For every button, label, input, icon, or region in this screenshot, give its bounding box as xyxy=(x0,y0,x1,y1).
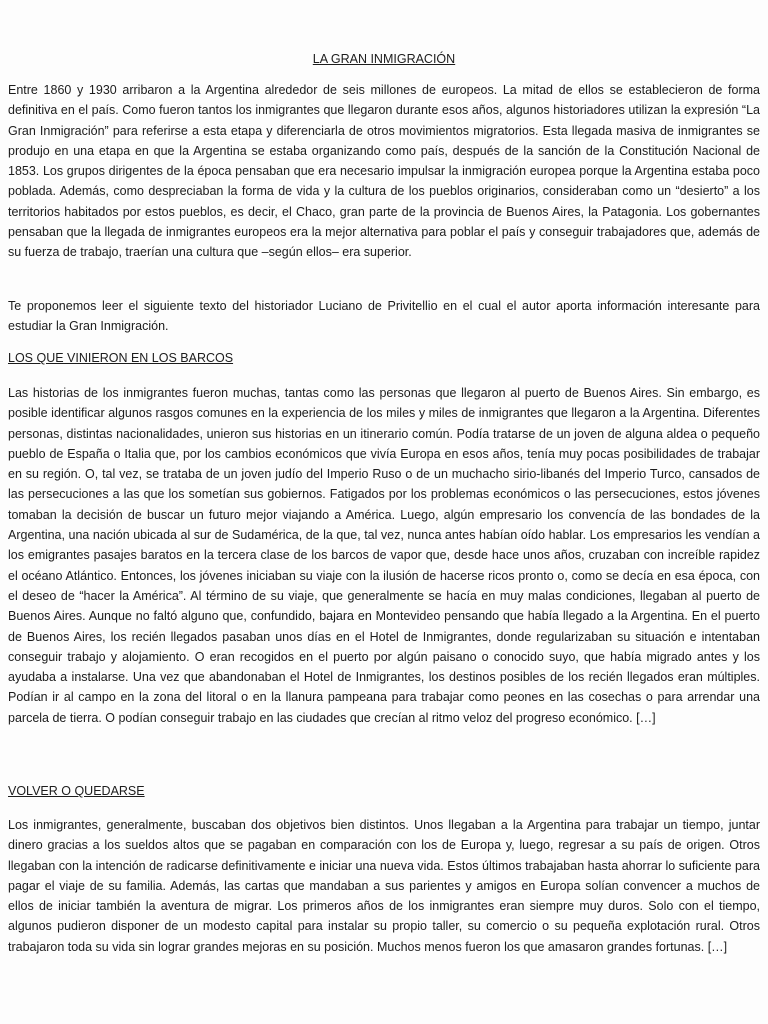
intro-reading-note: Te proponemos leer el siguiente texto del historiador Luciano de Privitellio en el cual el autor aporta información interesante para estudiar la Gran Inmigración. xyxy=(8,299,760,334)
section-paragraph-barcos: Las historias de los inmigrantes fueron muchas, tantas como las personas que llegaron al puerto de Buenos Aires. Sin embargo, es posible identificar algunos rasgos comunes en la experiencia de los miles y miles de inmigrantes que llegaron a la Argentina. Diferentes personas, distintas nacionalidades, unieron sus historias en un itinerario común. Podía tratarse de un joven de alguna aldea o pequeño pueblo de España o Italia que, por los cambios económicos que vivía Europa en esos años, tenía muy pocas posibilidades de trabajar en su región. O, tal vez, se trataba de un joven judío del Imperio Ruso o de un muchacho sirio-libanés del Imperio Turco, cansados de las persecuciones a las que los sometían sus gobiernos. Fatigados por los problemas económicos o las persecuciones, estos jóvenes tomaban la decisión de buscar un futuro mejor viajando a América. Luego, algún empresario los convencía de las bondades de la Argentina, una nación ubicada al sur de Sudamérica, de la que, tal vez, nunca antes habían oído hablar. Los empresarios les vendían a los emigrantes pasajes baratos en la tercera clase de los barcos de vapor que, desde hace unos años, cruzaban con increíble rapidez el océano Atlántico. Entonces, los jóvenes iniciaban su viaje con la ilusión de hacerse ricos pronto o, como se decía en esa época, con el deseo de “hacer la América”. Al término de su viaje, que generalmente se hacía en muy malas condiciones, llegaban al puerto de Buenos Aires. Aunque no faltó alguno que, confundido, bajara en Montevideo pensando que había llegado a la Argentina. En el puerto de Buenos Aires, los recién llegados pasaban unos días en el Hotel de Inmigrantes, donde regularizaban su situación e intentaban conseguir trabajo y alojamiento. O eran recogidos en el puerto por algún paisano o conocido suyo, que había migrado antes y los ayudaba a instalarse. Una vez que abandonaban el Hotel de Inmigrantes, los destinos posibles de los recién llegados eran múltiples. Podían ir al campo en la zona del litoral o en la llanura pampeana para trabajar como peones en las cosechas o para arrendar una parcela de tierra. O podían conseguir trabajo en las ciudades que crecían al ritmo veloz del progreso económico. […] xyxy=(8,386,760,725)
section-heading-barcos: LOS QUE VINIERON EN LOS BARCOS xyxy=(8,351,234,365)
page-title: LA GRAN INMIGRACIÓN xyxy=(312,52,456,66)
section-paragraph-volver: Los inmigrantes, generalmente, buscaban dos objetivos bien distintos. Unos llegaban a la Argentina para trabajar un tiempo, juntar dinero gracias a los sueldos altos que se pagaban en comparación con los de Europa y, luego, regresar a su país de origen. Otros llegaban con la intención de radicarse definitivamente e iniciar una nueva vida. Estos últimos trabajaban hasta ahorrar lo suficiente para pagar el viaje de su familia. Además, las cartas que mandaban a sus parientes y amigos en Europa solían convencer a muchos de ellos de iniciar también la aventura de migrar. Los primeros años de los inmigrantes eran siempre muy duros. Solo con el tiempo, algunos pudieron disponer de un modesto capital para instalar su propio taller, su comercio o su pequeña explotación rural. Otros trabajaron toda su vida sin lograr grandes mejoras en su posición. Muchos menos fueron los que amasaron grandes fortunas. […] xyxy=(8,818,760,954)
intro-paragraph: Entre 1860 y 1930 arribaron a la Argentina alrededor de seis millones de europeos. La mitad de ellos se establecieron de forma definitiva en el país. Como fueron tantos los inmigrantes que llegaron durante esos años, algunos historiadores utilizan la expresión “La Gran Inmigración” para referirse a esta etapa y diferenciarla de otros movimientos migratorios. Esta llegada masiva de inmigrantes se produjo en una etapa en que la Argentina se estaba organizando como país, después de la sanción de la Constitución Nacional de 1853. Los grupos dirigentes de la época pensaban que era necesario impulsar la inmigración europea porque la Argentina estaba poco poblada. Además, como despreciaban la forma de vida y la cultura de los pueblos originarios, consideraban como un “desierto” a los territorios habitados por estos pueblos, es decir, el Chaco, gran parte de la provincia de Buenos Aires, la Patagonia. Los gobernantes pensaban que la llegada de inmigrantes europeos era la mejor alternativa para poblar el país y conseguir trabajadores que, además de su fuerza de trabajo, traerían una cultura que –según ellos– era superior. xyxy=(8,83,760,260)
section-heading-volver: VOLVER O QUEDARSE xyxy=(8,784,145,798)
